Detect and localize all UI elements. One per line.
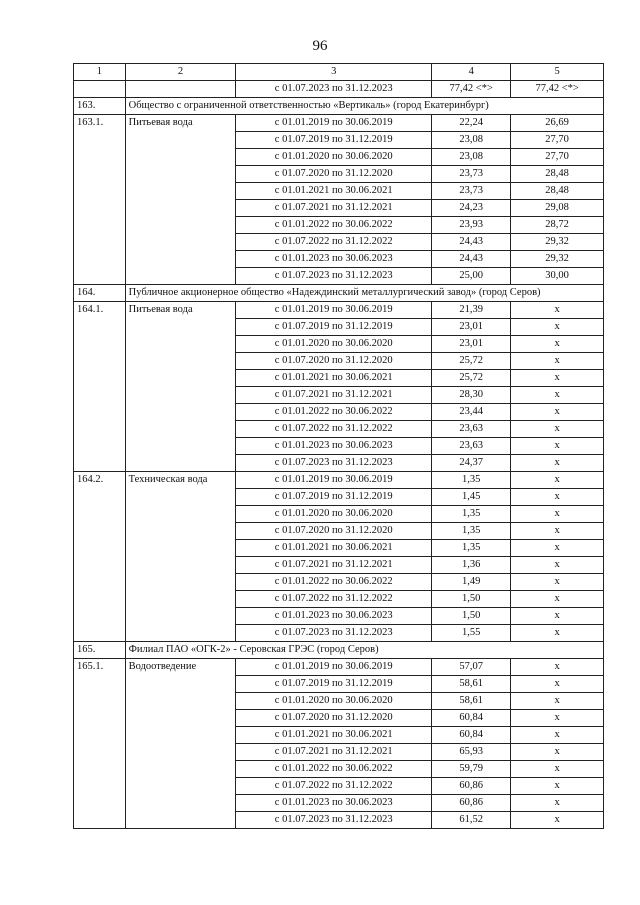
- value-cell-col5: x: [511, 404, 604, 421]
- value-cell-col5: x: [511, 710, 604, 727]
- period-cell: с 01.01.2023 по 30.06.2023: [236, 795, 432, 812]
- period-cell: с 01.07.2021 по 31.12.2021: [236, 387, 432, 404]
- period-cell: с 01.07.2019 по 31.12.2019: [236, 132, 432, 149]
- service-name: Питьевая вода: [125, 115, 236, 285]
- period-cell: с 01.01.2023 по 30.06.2023: [236, 608, 432, 625]
- value-cell-col4: 1,35: [432, 540, 511, 557]
- value-cell-col4: 1,35: [432, 506, 511, 523]
- value-cell-col5: 29,32: [511, 251, 604, 268]
- value-cell-col5: 30,00: [511, 268, 604, 285]
- header-row: [74, 64, 604, 81]
- value-cell-col5: x: [511, 761, 604, 778]
- period-cell: с 01.01.2021 по 30.06.2021: [236, 540, 432, 557]
- value-cell-col5: x: [511, 489, 604, 506]
- value-cell-col5: 28,48: [511, 166, 604, 183]
- org-number: 165.: [74, 642, 126, 659]
- org-number: 164.: [74, 285, 126, 302]
- period-cell: с 01.07.2020 по 31.12.2020: [236, 710, 432, 727]
- value-cell-col5: x: [511, 387, 604, 404]
- value-cell-col4: 23,73: [432, 166, 511, 183]
- tariff-row: [74, 472, 604, 489]
- value-cell-col4: 23,01: [432, 336, 511, 353]
- period-cell: с 01.07.2022 по 31.12.2022: [236, 234, 432, 251]
- value-cell-col5: 28,72: [511, 217, 604, 234]
- value-cell-col4: 25,72: [432, 353, 511, 370]
- value-cell-col4: 23,73: [432, 183, 511, 200]
- value-cell-col5: x: [511, 353, 604, 370]
- period-cell: с 01.07.2023 по 31.12.2023: [236, 812, 432, 829]
- value-cell-col5: x: [511, 557, 604, 574]
- period-cell: с 01.01.2023 по 30.06.2023: [236, 251, 432, 268]
- value-cell-col5: 28,48: [511, 183, 604, 200]
- value-cell-col4: 1,55: [432, 625, 511, 642]
- value-cell-col4: 21,39: [432, 302, 511, 319]
- value-cell-col4: 1,50: [432, 608, 511, 625]
- value-cell-col5: x: [511, 812, 604, 829]
- value-cell-col4: 60,84: [432, 727, 511, 744]
- period-cell: с 01.01.2020 по 30.06.2020: [236, 149, 432, 166]
- value-cell-col4: 23,08: [432, 132, 511, 149]
- organization-row: [74, 285, 604, 302]
- value-cell-col5: 27,70: [511, 132, 604, 149]
- value-cell-col4: 24,43: [432, 251, 511, 268]
- header-cell-3: 3: [236, 64, 432, 81]
- value-cell-col5: 26,69: [511, 115, 604, 132]
- period-cell: с 01.01.2022 по 30.06.2022: [236, 574, 432, 591]
- value-cell-col5: x: [511, 625, 604, 642]
- organization-row: [74, 98, 604, 115]
- value-cell-col5: x: [511, 455, 604, 472]
- service-number: 164.2.: [74, 472, 126, 642]
- period-cell: с 01.07.2022 по 31.12.2022: [236, 778, 432, 795]
- service-name: Водоотведение: [125, 659, 236, 829]
- value-cell-col5: x: [511, 438, 604, 455]
- period-cell: с 01.01.2019 по 30.06.2019: [236, 472, 432, 489]
- value-cell-col4: 23,01: [432, 319, 511, 336]
- value-cell-col5: x: [511, 472, 604, 489]
- value-cell-col4: 1,36: [432, 557, 511, 574]
- period-cell: с 01.01.2020 по 30.06.2020: [236, 693, 432, 710]
- service-name: Техническая вода: [125, 472, 236, 642]
- period-cell: с 01.07.2021 по 31.12.2021: [236, 744, 432, 761]
- organization-row: [74, 642, 604, 659]
- period-cell: с 01.01.2023 по 30.06.2023: [236, 438, 432, 455]
- period-cell: с 01.01.2021 по 30.06.2021: [236, 183, 432, 200]
- period-cell: с 01.01.2022 по 30.06.2022: [236, 404, 432, 421]
- value-cell-col5: x: [511, 693, 604, 710]
- period-cell: с 01.01.2019 по 30.06.2019: [236, 659, 432, 676]
- value-cell-col5: x: [511, 727, 604, 744]
- period-cell: с 01.01.2019 по 30.06.2019: [236, 302, 432, 319]
- value-cell-col5: x: [511, 370, 604, 387]
- service-number: 163.1.: [74, 115, 126, 285]
- service-name: Питьевая вода: [125, 302, 236, 472]
- period-cell: с 01.01.2021 по 30.06.2021: [236, 727, 432, 744]
- value-cell-col5: x: [511, 421, 604, 438]
- value-cell-col5: x: [511, 319, 604, 336]
- value-cell-col5: 27,70: [511, 149, 604, 166]
- period-cell: с 01.01.2019 по 30.06.2019: [236, 115, 432, 132]
- value-cell-col4: 1,45: [432, 489, 511, 506]
- period-cell: с 01.07.2019 по 31.12.2019: [236, 319, 432, 336]
- value-cell-col4: 58,61: [432, 693, 511, 710]
- value-cell-col5: 77,42 <*>: [511, 81, 604, 98]
- value-cell-col4: 25,72: [432, 370, 511, 387]
- period-cell: с 01.07.2020 по 31.12.2020: [236, 523, 432, 540]
- value-cell-col5: x: [511, 778, 604, 795]
- value-cell-col4: 1,49: [432, 574, 511, 591]
- value-cell-col5: x: [511, 336, 604, 353]
- value-cell-col5: x: [511, 744, 604, 761]
- value-cell-col4: 1,35: [432, 523, 511, 540]
- period-cell: с 01.07.2022 по 31.12.2022: [236, 591, 432, 608]
- value-cell-col4: 58,61: [432, 676, 511, 693]
- value-cell-col5: 29,32: [511, 234, 604, 251]
- period-cell: с 01.07.2023 по 31.12.2023: [236, 268, 432, 285]
- value-cell-col5: 29,08: [511, 200, 604, 217]
- value-cell-col4: 65,93: [432, 744, 511, 761]
- value-cell-col5: x: [511, 608, 604, 625]
- carry-num-cell: [74, 81, 126, 98]
- header-cell-5: 5: [511, 64, 604, 81]
- value-cell-col5: x: [511, 591, 604, 608]
- period-cell: с 01.01.2022 по 30.06.2022: [236, 761, 432, 778]
- value-cell-col4: 59,79: [432, 761, 511, 778]
- period-cell: с 01.07.2021 по 31.12.2021: [236, 557, 432, 574]
- value-cell-col5: x: [511, 676, 604, 693]
- value-cell-col4: 24,43: [432, 234, 511, 251]
- tariff-table-body: [74, 64, 604, 829]
- value-cell-col4: 23,93: [432, 217, 511, 234]
- org-name: Общество с ограниченной ответственностью «Вертикаль» (город Екатеринбург): [125, 98, 603, 115]
- value-cell-col4: 24,37: [432, 455, 511, 472]
- value-cell-col5: x: [511, 574, 604, 591]
- value-cell-col5: x: [511, 523, 604, 540]
- tariff-row: [74, 115, 604, 132]
- org-name: Филиал ПАО «ОГК-2» - Серовская ГРЭС (город Серов): [125, 642, 603, 659]
- period-cell: с 01.07.2022 по 31.12.2022: [236, 421, 432, 438]
- value-cell-col4: 1,50: [432, 591, 511, 608]
- value-cell-col4: 57,07: [432, 659, 511, 676]
- period-cell: с 01.07.2020 по 31.12.2020: [236, 353, 432, 370]
- value-cell-col5: x: [511, 506, 604, 523]
- period-cell: с 01.01.2022 по 30.06.2022: [236, 217, 432, 234]
- header-cell-2: 2: [125, 64, 236, 81]
- org-name: Публичное акционерное общество «Надеждинский металлургический завод» (город Серов): [125, 285, 603, 302]
- period-cell: с 01.01.2021 по 30.06.2021: [236, 370, 432, 387]
- tariff-row: [74, 659, 604, 676]
- tariff-table: [73, 63, 604, 829]
- period-cell: с 01.07.2019 по 31.12.2019: [236, 489, 432, 506]
- value-cell-col4: 28,30: [432, 387, 511, 404]
- value-cell-col4: 22,24: [432, 115, 511, 132]
- org-number: 163.: [74, 98, 126, 115]
- period-cell: с 01.01.2020 по 30.06.2020: [236, 336, 432, 353]
- period-cell: с 01.07.2021 по 31.12.2021: [236, 200, 432, 217]
- value-cell-col4: 23,44: [432, 404, 511, 421]
- value-cell-col4: 60,86: [432, 795, 511, 812]
- value-cell-col4: 77,42 <*>: [432, 81, 511, 98]
- value-cell-col4: 60,84: [432, 710, 511, 727]
- service-number: 165.1.: [74, 659, 126, 829]
- period-cell: с 01.01.2020 по 30.06.2020: [236, 506, 432, 523]
- value-cell-col4: 24,23: [432, 200, 511, 217]
- carry-over-row: [74, 81, 604, 98]
- header-cell-1: 1: [74, 64, 126, 81]
- value-cell-col4: 23,63: [432, 421, 511, 438]
- tariff-row: [74, 302, 604, 319]
- period-cell: с 01.07.2023 по 31.12.2023: [236, 81, 432, 98]
- carry-name-cell: [125, 81, 236, 98]
- header-cell-4: 4: [432, 64, 511, 81]
- value-cell-col4: 60,86: [432, 778, 511, 795]
- service-number: 164.1.: [74, 302, 126, 472]
- page-number: 96: [312, 38, 328, 54]
- period-cell: с 01.07.2023 по 31.12.2023: [236, 625, 432, 642]
- value-cell-col5: x: [511, 795, 604, 812]
- value-cell-col5: x: [511, 540, 604, 557]
- value-cell-col4: 23,08: [432, 149, 511, 166]
- value-cell-col4: 1,35: [432, 472, 511, 489]
- period-cell: с 01.07.2023 по 31.12.2023: [236, 455, 432, 472]
- value-cell-col4: 23,63: [432, 438, 511, 455]
- value-cell-col4: 25,00: [432, 268, 511, 285]
- value-cell-col4: 61,52: [432, 812, 511, 829]
- value-cell-col5: x: [511, 302, 604, 319]
- value-cell-col5: x: [511, 659, 604, 676]
- period-cell: с 01.07.2019 по 31.12.2019: [236, 676, 432, 693]
- period-cell: с 01.07.2020 по 31.12.2020: [236, 166, 432, 183]
